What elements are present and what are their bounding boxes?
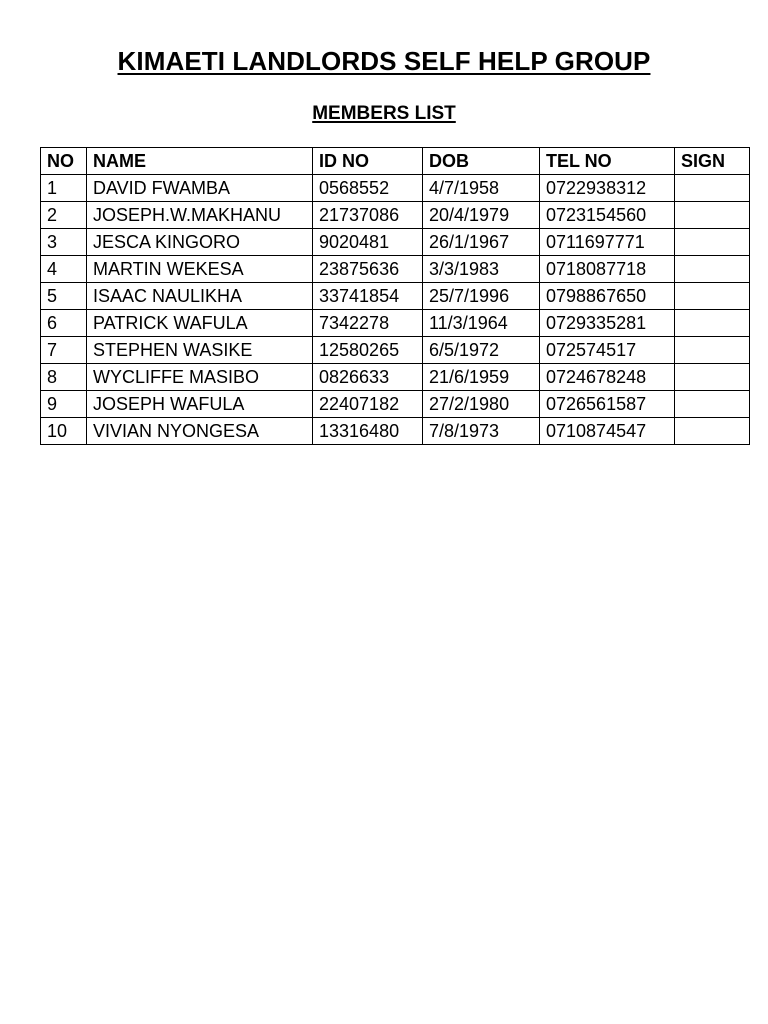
cell-id-no: 22407182	[313, 391, 423, 418]
table-row	[41, 256, 750, 283]
column-header-tel-no: TEL NO	[540, 148, 675, 175]
table-row	[41, 337, 750, 364]
column-header-id-no: ID NO	[313, 148, 423, 175]
cell-name: STEPHEN WASIKE	[87, 337, 313, 364]
cell-dob: 7/8/1973	[423, 418, 540, 445]
table-row	[41, 418, 750, 445]
cell-tel-no: 0711697771	[540, 229, 675, 256]
cell-dob: 21/6/1959	[423, 364, 540, 391]
cell-id-no: 23875636	[313, 256, 423, 283]
cell-name: JOSEPH WAFULA	[87, 391, 313, 418]
column-header-no: NO	[41, 148, 87, 175]
column-header-name: NAME	[87, 148, 313, 175]
cell-name: WYCLIFFE MASIBO	[87, 364, 313, 391]
cell-no: 7	[41, 337, 87, 364]
cell-no: 6	[41, 310, 87, 337]
cell-id-no: 0826633	[313, 364, 423, 391]
cell-name: JOSEPH.W.MAKHANU	[87, 202, 313, 229]
cell-dob: 11/3/1964	[423, 310, 540, 337]
cell-no: 10	[41, 418, 87, 445]
table-row	[41, 229, 750, 256]
cell-sign	[675, 256, 750, 283]
cell-name: DAVID FWAMBA	[87, 175, 313, 202]
members-table	[40, 147, 750, 445]
cell-id-no: 13316480	[313, 418, 423, 445]
cell-tel-no: 0722938312	[540, 175, 675, 202]
cell-sign	[675, 283, 750, 310]
cell-tel-no: 0718087718	[540, 256, 675, 283]
cell-name: JESCA KINGORO	[87, 229, 313, 256]
page-subtitle: MEMBERS LIST	[312, 103, 456, 124]
cell-tel-no: 0724678248	[540, 364, 675, 391]
table-row	[41, 202, 750, 229]
cell-tel-no: 0798867650	[540, 283, 675, 310]
cell-sign	[675, 229, 750, 256]
table-row	[41, 175, 750, 202]
cell-name: VIVIAN NYONGESA	[87, 418, 313, 445]
cell-sign	[675, 202, 750, 229]
cell-no: 3	[41, 229, 87, 256]
table-row	[41, 310, 750, 337]
cell-tel-no: 072574517	[540, 337, 675, 364]
cell-sign	[675, 364, 750, 391]
cell-tel-no: 0726561587	[540, 391, 675, 418]
table-row	[41, 391, 750, 418]
cell-sign	[675, 337, 750, 364]
table-row	[41, 283, 750, 310]
cell-id-no: 0568552	[313, 175, 423, 202]
cell-sign	[675, 310, 750, 337]
cell-tel-no: 0723154560	[540, 202, 675, 229]
table-row	[41, 364, 750, 391]
cell-id-no: 33741854	[313, 283, 423, 310]
cell-tel-no: 0710874547	[540, 418, 675, 445]
cell-dob: 25/7/1996	[423, 283, 540, 310]
cell-no: 4	[41, 256, 87, 283]
cell-dob: 27/2/1980	[423, 391, 540, 418]
page-title: KIMAETI LANDLORDS SELF HELP GROUP	[117, 46, 651, 76]
column-header-dob: DOB	[423, 148, 540, 175]
cell-tel-no: 0729335281	[540, 310, 675, 337]
cell-id-no: 7342278	[313, 310, 423, 337]
cell-dob: 20/4/1979	[423, 202, 540, 229]
cell-dob: 6/5/1972	[423, 337, 540, 364]
cell-id-no: 9020481	[313, 229, 423, 256]
cell-id-no: 21737086	[313, 202, 423, 229]
cell-dob: 4/7/1958	[423, 175, 540, 202]
cell-name: ISAAC NAULIKHA	[87, 283, 313, 310]
table-header-row	[41, 148, 750, 175]
cell-no: 8	[41, 364, 87, 391]
cell-name: PATRICK WAFULA	[87, 310, 313, 337]
cell-name: MARTIN WEKESA	[87, 256, 313, 283]
cell-id-no: 12580265	[313, 337, 423, 364]
cell-dob: 3/3/1983	[423, 256, 540, 283]
cell-no: 1	[41, 175, 87, 202]
cell-no: 9	[41, 391, 87, 418]
column-header-sign: SIGN	[675, 148, 750, 175]
cell-no: 2	[41, 202, 87, 229]
cell-sign	[675, 175, 750, 202]
cell-sign	[675, 418, 750, 445]
cell-sign	[675, 391, 750, 418]
cell-no: 5	[41, 283, 87, 310]
cell-dob: 26/1/1967	[423, 229, 540, 256]
